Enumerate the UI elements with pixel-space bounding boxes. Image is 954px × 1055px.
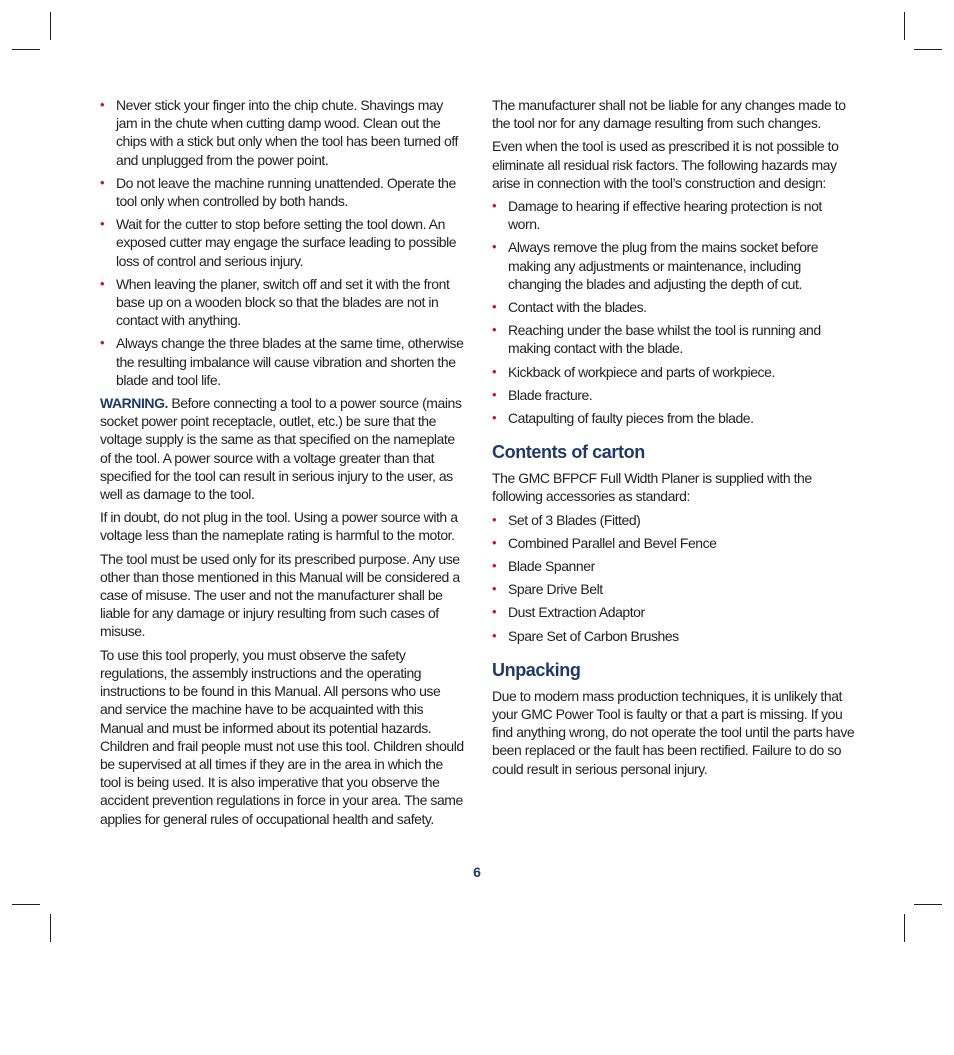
left-column	[100, 96, 464, 833]
crop-mark	[904, 914, 905, 942]
unpacking-heading: Unpacking	[492, 659, 581, 680]
list-item: • Always remove the plug from the mains socket before making any adjustments or maintenance, including changing the blades and adjusting the depth of cut.	[492, 238, 856, 293]
list-item: • Blade fracture.	[492, 386, 856, 404]
list-item: • Blade Spanner	[492, 557, 856, 575]
hazard-list	[492, 197, 856, 427]
list-item: • Damage to hearing if effective hearing protection is not worn.	[492, 197, 856, 233]
list-item: • Do not leave the machine running unattended. Operate the tool only when controlled by both hands.	[100, 174, 464, 210]
list-item: • Always change the three blades at the same time, otherwise the resulting imbalance will cause vibration and shorten the blade and tool life.	[100, 334, 464, 389]
crop-mark	[50, 914, 51, 942]
paragraph: The tool must be used only for its prescribed purpose. Any use other than those mentioned in this Manual will be considered a case of misuse. The user and not the manufacturer shall be liable for any damage or injury resulting from such cases of misuse.	[100, 550, 460, 640]
list-item: • Catapulting of faulty pieces from the blade.	[492, 409, 856, 427]
contents-heading: Contents of carton	[492, 442, 645, 463]
warning-text: Before connecting a tool to a power source (mains socket power point receptacle, outlet, etc.) be sure that the voltage supply is the same as that specified on the nameplate of the tool. A power source with a voltage greater than that specified for the tool can result in serious injury to the user, as well as damage to the tool.	[100, 395, 462, 503]
paragraph: Even when the tool is used as prescribed it is not possible to eliminate all residual risk factors. The following hazards may arise in connection with the tool’s construction and design:	[492, 138, 839, 191]
paragraph: The GMC BFPCF Full Width Planer is supplied with the following accessories as standard:	[492, 470, 812, 505]
crop-mark	[12, 904, 40, 905]
crop-mark	[904, 12, 905, 40]
paragraph: Due to modern mass production techniques, it is unlikely that your GMC Power Tool is faulty or that a part is missing. If you find anything wrong, do not operate the tool until the parts have been replaced or the fault has been rectified. Failure to do so could result in serious personal injury.	[492, 687, 855, 777]
list-item: • Contact with the blades.	[492, 298, 856, 316]
paragraph: The manufacturer shall not be liable for any changes made to the tool nor for any damage resulting from such changes.	[492, 97, 846, 132]
list-item: • Combined Parallel and Bevel Fence	[492, 534, 856, 552]
list-item: • Kickback of workpiece and parts of workpiece.	[492, 363, 856, 381]
list-item: • Never stick your finger into the chip chute. Shavings may jam in the chute when cutting damp wood. Clean out the chips with a stick but only when the tool has been turned off and unplugged from the power point.	[100, 96, 464, 169]
paragraph: To use this tool properly, you must observe the safety regulations, the assembly instructions and the operating instructions to be found in this Manual. All persons who use and service the machine have to be acquainted with this Manual and must be informed about its potential hazards. Children and frail people must not use this tool. Children should be supervised at all times if they are in the area in which the tool is being used. It is also imperative that you observe the accident prevention regulations in force in your area. The same applies for general rules of occupational health and safety.	[100, 646, 464, 827]
crop-mark	[914, 904, 942, 905]
list-item: • Set of 3 Blades (Fitted)	[492, 511, 856, 529]
right-column	[492, 96, 856, 783]
page-number: 6	[473, 864, 481, 880]
warning-label: WARNING.	[100, 395, 168, 412]
list-item: • When leaving the planer, switch off and set it with the front base up on a wooden block so that the blades are not in contact with anything.	[100, 275, 464, 330]
list-item: • Wait for the cutter to stop before setting the tool down. An exposed cutter may engage the surface leading to possible loss of control and serious injury.	[100, 215, 464, 270]
crop-mark	[50, 12, 51, 40]
list-item: • Dust Extraction Adaptor	[492, 603, 856, 621]
contents-list	[492, 511, 856, 645]
list-item: • Spare Set of Carbon Brushes	[492, 627, 856, 645]
paragraph: If in doubt, do not plug in the tool. Using a power source with a voltage less than the nameplate rating is harmful to the motor.	[100, 509, 458, 544]
list-item: • Reaching under the base whilst the tool is running and making contact with the blade.	[492, 321, 856, 357]
crop-mark	[914, 49, 942, 50]
warning-paragraph	[100, 394, 464, 503]
safety-bullet-list	[100, 96, 464, 389]
list-item: • Spare Drive Belt	[492, 580, 856, 598]
crop-mark	[12, 49, 40, 50]
